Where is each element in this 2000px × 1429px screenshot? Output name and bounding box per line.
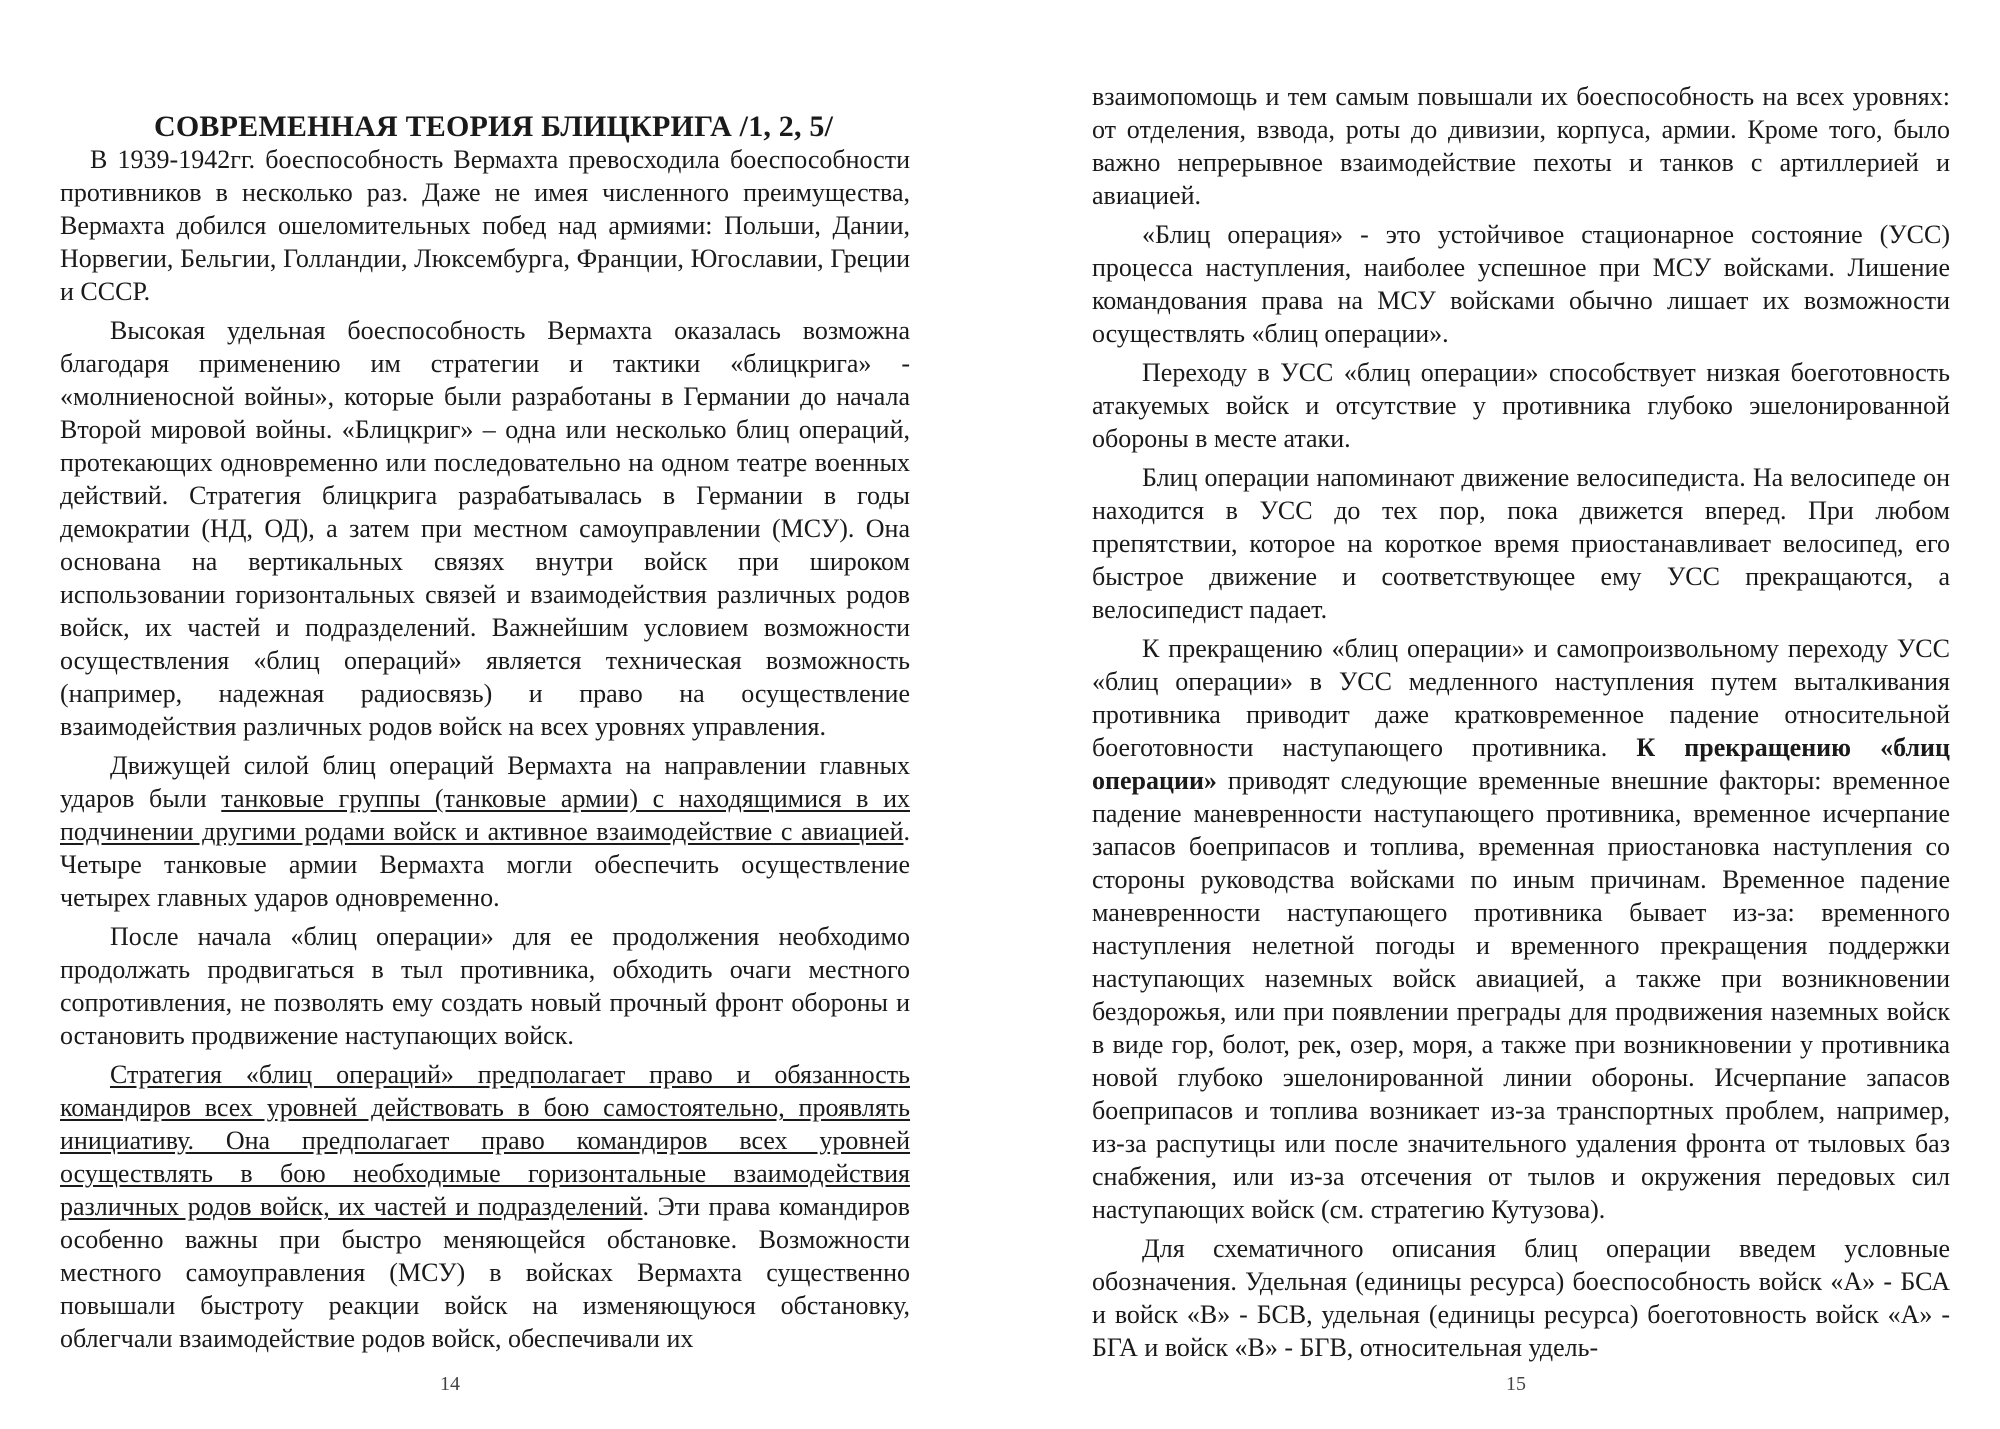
paragraph: После начала «блиц операции» для ее продолжения необходимо продолжать продвигаться в тыл противника, обходить очаги местного сопротивления, не позволять ему создать новый прочный фронт обороны и остановить продвижение наступающих войск. [60,922,910,1050]
text-span: приводят следующие временные внешние факторы: временное падение маневренности наступающего противника, временное исчерпание запасов боеприпасов и топлива, временная приостановка наступления со стороны руководства войсками по иным причинам. Временное падение маневренности наступающего противника бывает из-за: временного наступления нелетной погоды и временного прекращения поддержки наступающих наземных войск авиацией, а также при возникновении бездорожья, или при появлении преграды для продвижения наземных войск в виде гор, болот, рек, озер, моря, а также при возникновении у противника новой глубоко эшелонированной линии обороны. Исчерпание запасов боеприпасов и топлива возникает из-за транспортных проблем, например, из-за распутицы или после значительного удаления фронта от тыловых баз снабжения, или из-за отсечения от тылов и окружения передовых сил наступающих войск (см. стратегию Кутузова). [1092,766,1950,1224]
page-number: 14 [440,1373,460,1395]
paragraph: В 1939-1942гг. боеспособность Вермахта превосходила боеспособности противников в несколько раз. Даже не имея численного преимущества, Вермахта добился ошеломительных побед над армиями: Польши, Дании, Норвегии, Бельгии, Голландии, Люксембурга, Франции, Югославии, Греции и СССР. [60,145,910,306]
paragraph: Переходу в УСС «блиц операции» способствует низкая боеготовность атакуемых войск и отсутствие у противника глубоко эшелонированной обороны в месте атаки. [1092,358,1950,453]
text-span: . Эти права командиров особенно важны при быстро меняющейся обстановке. Возможности местного самоуправления (МСУ) в войсках Вермахта существенно повышали быстроту реакции войск на изменяющуюся обстановку, облегчали взаимодействие родов войск, обеспечивали их [60,1192,910,1353]
paragraph [60,749,910,914]
paragraph: Блиц операции напоминают движение велосипедиста. На велосипеде он находится в УСС до тех пор, пока движется вперед. При любом препятствии, которое на короткое время приостанавливает велосипед, его быстрое движение и соответствующее ему УСС прекращаются, а велосипедист падает. [1092,463,1950,624]
paragraph: Высокая удельная боеспособность Вермахта оказалась возможна благодаря применению им стратегии и тактики «блицкрига» - «молниеносной войны», которые были разработаны в Германии до начала Второй мировой войны. «Блицкриг» – одна или несколько блиц операций, протекающих одновременно или последовательно на одном театре военных действий. Стратегия блицкрига разрабатывалась в Германии в годы демократии (НД, ОД), а затем при местном самоуправлении (МСУ). Она основана на вертикальных связях внутри войск при широком использовании горизонтальных связей и взаимодействия различных родов войск, их частей и подразделений. Важнейшим условием возможности осуществления «блиц операций» является техническая возможность (например, надежная радиосвязь) и право на осуществление взаимодействия различных родов войск на всех уровнях управления. [60,316,910,741]
paragraph [60,1058,910,1355]
bold-text: К прекращению «блиц операции» [1092,733,1950,795]
paragraph: взаимопомощь и тем самым повышали их боеспособность на всех уровнях: от отделения, взвода, роты до дивизии, корпуса, армии. Кроме того, было важно непрерывное взаимодействие пехоты и танков с артиллерией и авиацией. [1092,82,1950,210]
right-page-text [1092,80,1950,1364]
paragraph: Для схематичного описания блиц операции введем условные обозначения. Удельная (единицы ресурса) боеспособность войск «А» - БСА и войск «В» - БСВ, удельная (единицы ресурса) боеготовность войск «А» - БГА и войск «В» - БГВ, относительная удель- [1092,1234,1950,1362]
paragraph: «Блиц операция» - это устойчивое стационарное состояние (УСС) процесса наступления, наиболее успешное при МСУ войсками. Лишение командования права на МСУ войсками обычно лишает их возможности осуществлять «блиц операции». [1092,220,1950,348]
chapter-title: СОВРЕМЕННАЯ ТЕОРИЯ БЛИЦКРИГА /1, 2, 5/ [154,110,834,143]
left-page-text [60,80,910,1355]
underlined-text: Стратегия «блиц операций» предполагает право и обязанность командиров всех уровней действовать в бою самостоятельно, проявлять инициативу. Она предполагает право командиров всех уровней осуществлять в бою необходимые горизонтальные взаимодействия различных родов войск, их частей и подразделений [60,1060,910,1221]
text-span: К прекращению «блиц операции» и самопроизвольному переходу УСС «блиц операции» в УСС медленного наступления путем выталкивания противника приводит даже кратковременное падение относительной боеготовности наступающего противника. [1092,634,1950,762]
page-number: 15 [1506,1373,1526,1395]
text-span: Движущей силой блиц операций Вермахта на направлении главных ударов были [60,751,910,813]
right-page [1092,0,1950,1429]
underlined-text: танковые группы (танковые армии) с находящимися в их подчинении другими родами войск и активное взаимодействие с авиацией [60,784,910,846]
paragraph [1092,632,1950,1226]
left-page [60,0,910,1429]
text-span: . Четыре танковые армии Вермахта могли обеспечить осуществление четырех главных ударов одновременно. [60,817,910,912]
